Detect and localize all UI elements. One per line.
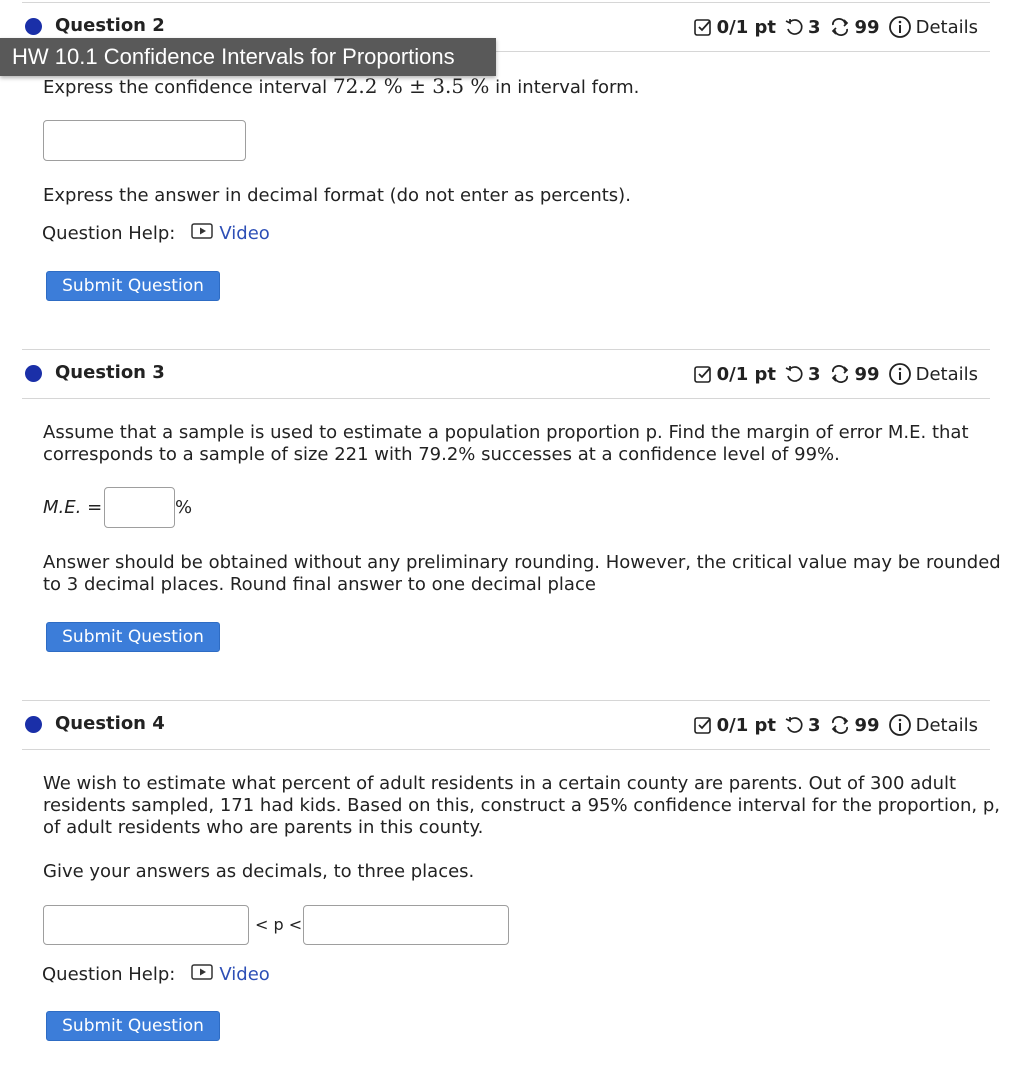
question-meta: [693, 362, 978, 386]
question-2-prompt: Express the confidence interval 72.2 % ± 3.5 % in interval form.: [43, 74, 640, 98]
submit-question-button[interactable]: Submit Question: [46, 622, 220, 652]
video-link[interactable]: Video: [219, 223, 270, 244]
attempts-icon: [784, 715, 804, 735]
margin-of-error-input[interactable]: [104, 487, 175, 528]
info-icon[interactable]: [888, 713, 912, 737]
submit-question-button[interactable]: Submit Question: [46, 1011, 220, 1041]
question-title: Question 4: [55, 713, 165, 734]
retry-icon: [829, 17, 851, 37]
question-3-prompt-line-1: Assume that a sample is used to estimate a population proportion p. Find the margin of error M.E. that: [43, 422, 969, 443]
attempts-count: 3: [808, 714, 821, 736]
info-icon[interactable]: [888, 362, 912, 386]
status-dot: [25, 18, 42, 35]
question-4-header: [22, 700, 990, 750]
question-title: Question 2: [55, 15, 165, 36]
retry-icon: [829, 715, 851, 735]
p-between-label: < p <: [255, 915, 303, 934]
points-text: 0/1 pt: [716, 16, 776, 38]
question-3-note-line-1: Answer should be obtained without any preliminary rounding. However, the critical value may be rounded: [43, 552, 1001, 573]
points-text: 0/1 pt: [716, 714, 776, 736]
question-4-prompt-line-1: We wish to estimate what percent of adult residents in a certain county are parents. Out of 300 adult: [43, 773, 957, 794]
video-link[interactable]: Video: [219, 964, 270, 985]
question-2-note: Express the answer in decimal format (do not enter as percents).: [43, 185, 631, 206]
status-dot: [25, 716, 42, 733]
assignment-title-banner: HW 10.1 Confidence Intervals for Proportions: [0, 38, 496, 76]
details-link[interactable]: Details: [915, 16, 978, 38]
video-icon: [191, 223, 213, 244]
question-4-prompt-line-3: of adult residents who are parents in this county.: [43, 817, 484, 838]
retries-count: 99: [854, 714, 880, 736]
question-help-label: Question Help:: [42, 223, 176, 244]
retry-icon: [829, 364, 851, 384]
upper-bound-input[interactable]: [303, 905, 509, 945]
question-3-prompt-line-2: corresponds to a sample of size 221 with 79.2% successes at a confidence level of 99%.: [43, 444, 840, 465]
video-icon: [191, 964, 213, 985]
me-label: M.E. =: [43, 497, 103, 518]
attempts-count: 3: [808, 16, 821, 38]
checkbox-score-icon: [693, 364, 713, 384]
status-dot: [25, 365, 42, 382]
attempts-icon: [784, 364, 804, 384]
interval-answer-input[interactable]: [43, 120, 246, 161]
question-help: [42, 964, 270, 985]
question-help: [42, 223, 270, 244]
question-4-prompt-line-2: residents sampled, 171 had kids. Based on this, construct a 95% confidence interval for the proportion, p,: [43, 795, 1000, 816]
question-help-label: Question Help:: [42, 964, 176, 985]
submit-question-button[interactable]: Submit Question: [46, 271, 220, 301]
checkbox-score-icon: [693, 17, 713, 37]
question-meta: [693, 15, 978, 39]
details-link[interactable]: Details: [915, 363, 978, 385]
question-meta: [693, 713, 978, 737]
details-link[interactable]: Details: [915, 714, 978, 736]
points-text: 0/1 pt: [716, 363, 776, 385]
attempts-icon: [784, 17, 804, 37]
retries-count: 99: [854, 363, 880, 385]
retries-count: 99: [854, 16, 880, 38]
question-3-note-line-2: to 3 decimal places. Round final answer to one decimal place: [43, 574, 596, 595]
question-title: Question 3: [55, 362, 165, 383]
question-3-header: [22, 349, 990, 399]
percent-sign: %: [175, 497, 193, 518]
lower-bound-input[interactable]: [43, 905, 249, 945]
checkbox-score-icon: [693, 715, 713, 735]
info-icon[interactable]: [888, 15, 912, 39]
attempts-count: 3: [808, 363, 821, 385]
math-expression: 72.2 % ± 3.5 %: [332, 74, 490, 98]
question-4-instruction: Give your answers as decimals, to three places.: [43, 861, 475, 882]
